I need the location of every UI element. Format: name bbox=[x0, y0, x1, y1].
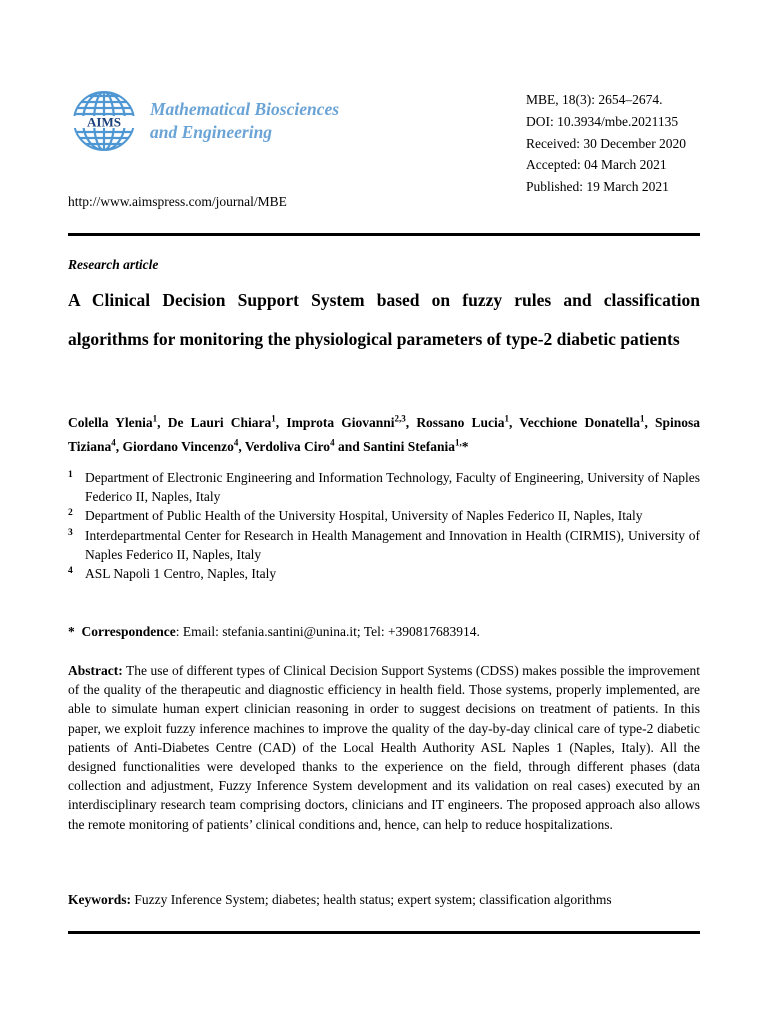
affiliation bbox=[68, 564, 700, 583]
affiliation-number: 1 bbox=[68, 470, 73, 480]
affiliation-text: ASL Napoli 1 Centro, Naples, Italy bbox=[85, 566, 277, 582]
footer-divider bbox=[68, 931, 700, 934]
article-type: Research article bbox=[68, 257, 159, 272]
journal-name bbox=[150, 98, 339, 144]
accepted-date: Accepted: 04 March 2021 bbox=[526, 157, 667, 173]
abstract-text: The use of different types of Clinical Decision Support Systems (CDSS) makes possible the improvement of the quality of the therapeutic and diagnostic efficiency in health field. Those systems, properly implemented, are able to simulate human expert clinician reasoning in order to suggest decisions on treatment of patients. In this paper, we exploit fuzzy inference machines to improve the quality of the day-by-day clinical care of type-2 diabetic patients of Anti-Diabetes Centre (CAD) of the Local Health Authority ASL Naples 1 (Naples, Italy). All the designed functionalities were developed thanks to the experience on the field, through different phases (data collection and adjustment, Fuzzy Inference System development and its validation on real cases) executed by an interdisciplinary research team comprising doctors, clinicians and IT engineers. The proposed approach also allows the remote monitoring of patients’ clinical conditions and, hence, can help to reduce hospitalizations. bbox=[68, 663, 700, 832]
affiliation-text: Department of Public Health of the University Hospital, University of Naples Federico II, Naples, Italy bbox=[85, 508, 643, 524]
aims-globe-icon bbox=[68, 90, 140, 152]
header-divider bbox=[68, 233, 700, 236]
author: Improta Giovanni$^{2,3}$, bbox=[286, 413, 417, 430]
author: Giordano Vincenzo$^4$, bbox=[122, 437, 245, 454]
logo-text: AIMS bbox=[87, 114, 121, 130]
received-date: Received: 30 December 2020 bbox=[526, 135, 687, 151]
abstract bbox=[68, 661, 700, 834]
correspondence bbox=[68, 624, 480, 640]
journal-url[interactable]: http://www.aimspress.com/journal/MBE bbox=[68, 194, 287, 209]
author-list bbox=[68, 408, 700, 457]
author: Verdoliva Ciro$^4$ and bbox=[244, 437, 364, 454]
paper-title: A Clinical Decision Support System based on fuzzy rules and classification algorithms for monitoring the physiological parameters of type-2 diabetic patients bbox=[68, 290, 700, 349]
correspondence-text: : Email: stefania.santini@unina.it; Tel: +390817683914. bbox=[175, 624, 480, 639]
affiliation bbox=[68, 526, 700, 564]
affiliation-text: Interdepartmental Center for Research in Health Management and Innovation in Health (CIRMIS), University of Naples Federico II, Naples, Italy bbox=[85, 527, 700, 562]
doi: DOI: 10.3934/mbe.2021135 bbox=[526, 113, 679, 129]
author: De Lauri Chiara$^1$, bbox=[167, 413, 287, 430]
keywords bbox=[68, 892, 612, 908]
abstract-label: Abstract: bbox=[68, 663, 123, 678]
keywords-text: Fuzzy Inference System; diabetes; health status; expert system; classification algorithms bbox=[131, 892, 612, 907]
author: Colella Ylenia$^1$, bbox=[68, 413, 168, 430]
affiliation-list bbox=[68, 468, 700, 583]
affiliation-number: 2 bbox=[68, 508, 73, 519]
correspondence-star: * bbox=[68, 624, 75, 639]
affiliation-number: 3 bbox=[68, 527, 73, 538]
journal-logo bbox=[68, 88, 388, 158]
affiliation bbox=[68, 468, 700, 506]
article-metadata bbox=[526, 89, 686, 198]
author: Santini Stefania$^{1,}$* bbox=[363, 437, 469, 454]
author: Spinosa Tiziana$^4$, bbox=[68, 414, 701, 454]
correspondence-label: Correspondence bbox=[81, 624, 176, 639]
author: Rossano Lucia$^1$, bbox=[416, 413, 520, 430]
journal-name-line2: and Engineering bbox=[150, 122, 273, 142]
author: Vecchione Donatella$^1$, bbox=[519, 413, 655, 430]
published-date: Published: 19 March 2021 bbox=[526, 179, 669, 195]
affiliation-text: Department of Electronic Engineering and Information Technology, Faculty of Engineering, University of Naples Federico II, Naples, Italy bbox=[85, 470, 700, 505]
keywords-label: Keywords: bbox=[68, 892, 131, 907]
journal-name-line1: Mathematical Biosciences bbox=[150, 99, 340, 119]
volume-info: MBE, 18(3): 2654–2674. bbox=[526, 92, 663, 107]
affiliation-number: 4 bbox=[68, 566, 73, 577]
affiliation bbox=[68, 506, 700, 525]
